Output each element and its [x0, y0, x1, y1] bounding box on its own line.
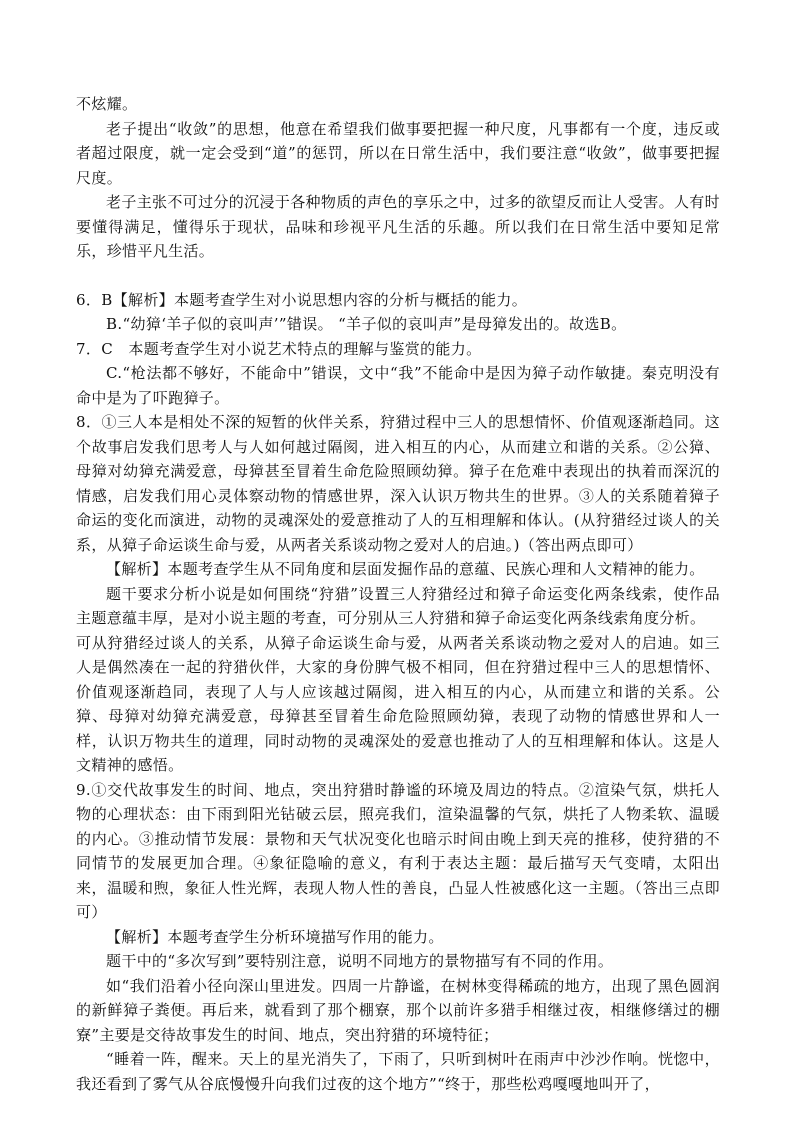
answer-7: 7．C 本题考查学生对小说艺术特点的理解与鉴赏的能力。 [76, 339, 482, 358]
answer-9: 9.①交代故事发生的时间、地点，突出狩猎时静谧的环境及周边的特点。②渲染气氛，烘托人物的心理状态：由下雨到阳光钻破云层，照亮我们，渲染温馨的气氛，烘托了人物柔软、温暖的内心。③推动情节发展：景物和天气状况变化也暗示时间由晚上到天亮的推移，使狩猎的不同情节的发展更加合理。④象征隐喻的意义，有利于表达主题：最后描写天气变晴，太阳出来，温暖和煦，象征人性光辉，表现人物人性的善良，凸显人性被感化这一主题。（答出三点即可） [76, 780, 720, 921]
answer-8-detail-1: 题干要求分析小说是如何围绕“狩猎”设置三人狩猎经过和獐子命运变化两条线索，使作品主题意蕴丰厚，是对小说主题的考查，可分别从三人狩猎和獐子命运变化两条线索角度分析。 [76, 584, 720, 627]
answer-7-explanation: C.“枪法都不够好，不能命中”错误，文中“我”不能命中是因为獐子动作敏捷。秦克明没有命中是为了吓跑獐子。 [76, 364, 720, 407]
answer-8-analysis: 【解析】本题考查学生从不同角度和层面发掘作品的意蕴、民族心理和人文精神的能力。 [106, 560, 705, 578]
answer-9-detail-3: “睡着一阵，醒来。天上的星光消失了，下雨了，只听到树叶在雨声中沙沙作响。恍惚中，我还看到了雾气从谷底慢慢升向我们过夜的这个地方”“终于，那些松鸡嘎嘎地叫开了， [76, 1050, 720, 1093]
answer-9-detail-1: 题干中的“多次写到”要特别注意，说明不同地方的景物描写有不同的作用。 [106, 952, 614, 970]
answer-8: 8．①三人本是相处不深的短暂的伙伴关系，狩猎过程中三人的思想情怀、价值观逐渐趋同。这个故事启发我们思考人与人如何越过隔阂，进入相互的内心，从而建立和谐的关系。②公獐、母獐对幼獐充满爱意，母獐甚至冒着生命危险照顾幼獐。獐子在危难中表现出的执着而深沉的情感，启发我们用心灵体察动物的情感世界，深入认识万物共生的世界。③人的关系随着獐子命运的变化而演进，动物的灵魂深处的爱意推动了人的互相理解和体认。(从狩猎经过谈人的关系，从獐子命运谈生命与爱，从两者关系谈动物之爱对人的启迪。)（答出两点即可） [76, 413, 720, 554]
paragraph-2: 老子提出“收敛”的思想，他意在希望我们做事要把握一种尺度，凡事都有一个度，违反或者超过限度，就一定会受到“道”的惩罚，所以在日常生活中，我们要注意“收敛”，做事要把握尺度。 [76, 119, 720, 187]
answer-6-explanation: B.“幼獐‘羊子似的哀叫声’”错误。 “羊子似的哀叫声”是母獐发出的。故选B。 [106, 315, 627, 333]
answer-6: 6．B【解析】本题考查学生对小说思想内容的分析与概括的能力。 [76, 290, 528, 309]
answer-8-detail-2: 可从狩猎经过谈人的关系，从獐子命运谈生命与爱，从两者关系谈动物之爱对人的启迪。如三人是偶然凑在一起的狩猎伙伴，大家的身份脾气极不相同，但在狩猎过程中三人的思想情怀、价值观逐渐趋同，表现了人与人应该越过隔阂，进入相互的内心，从而建立和谐的关系。公獐、母獐对幼獐充满爱意，母獐甚至冒着生命危险照顾幼獐，表现了动物的情感世界和人一样，认识万物共生的道理，同时动物的灵魂深处的爱意也推动了人的互相理解和体认。这是人文精神的感悟。 [76, 633, 720, 774]
answer-9-analysis: 【解析】本题考查学生分析环境描写作用的能力。 [106, 927, 444, 946]
paragraph-3: 老子主张不可过分的沉浸于各种物质的声色的享乐之中，过多的欲望反而让人受害。人有时要懂得满足，懂得乐于现状，品味和珍视平凡生活的乐趣。所以我们在日常生活中要知足常乐，珍惜平凡生活。 [76, 193, 721, 260]
document-page [76, 92, 720, 1096]
answer-9-detail-2: 如“我们沿着小径向深山里进发。四周一片静谧，在树林变得稀疏的地方，出现了黑色圆润的新鲜獐子粪便。再后来，就看到了那个棚寮，那个以前许多猎手相继过夜，相继修缮过的棚寮”主要是交待故事发生的时间、地点，突出狩猎的环境特征； [76, 976, 720, 1044]
paragraph-1: 不炫耀。 [76, 95, 138, 113]
spacer [76, 264, 720, 288]
